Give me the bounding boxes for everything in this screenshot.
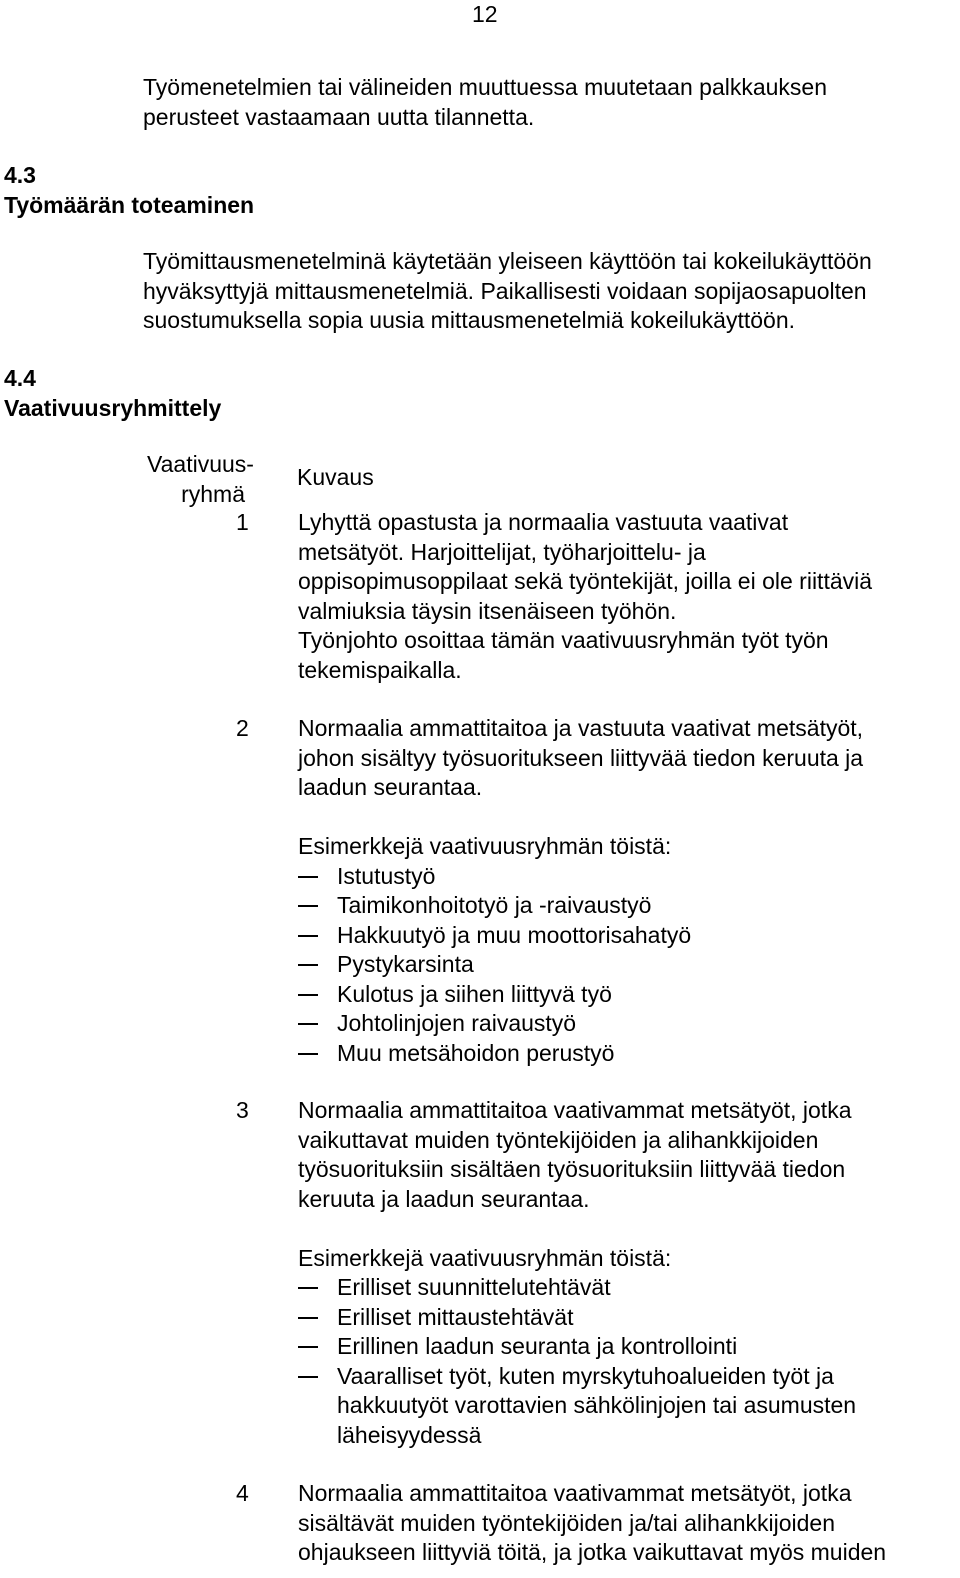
description-line: vaikuttavat muiden työntekijöiden ja alihankkijoiden (298, 1126, 819, 1153)
description-line: keruuta ja laadun seurantaa. (298, 1185, 590, 1212)
dash-bullet-icon (298, 935, 318, 937)
section-heading-4-4 (4, 364, 221, 423)
example-item: Erilliset mittaustehtävät (298, 1303, 856, 1333)
section-title: Vaativuusryhmittely (4, 394, 222, 421)
dash-bullet-icon (298, 1346, 318, 1348)
section-heading-4-3 (4, 161, 254, 220)
examples-title: Esimerkkejä vaativuusryhmän töistä: (298, 1244, 672, 1271)
group-description (298, 1096, 856, 1450)
intro-paragraph (143, 73, 955, 132)
description-line: metsätyöt. Harjoittelijat, työharjoittelu- ja (298, 538, 706, 565)
example-item: Muu metsähoidon perustyö (298, 1039, 863, 1069)
description-line: oppisopimusoppilaat sekä työntekijät, joilla ei ole riittäviä (298, 568, 873, 594)
example-item: Kulotus ja siihen liittyvä työ (298, 980, 863, 1010)
example-item: Taimikonhoitotyö ja -raivaustyö (298, 891, 863, 921)
paragraph-line: hyväksyttyjä mittausmenetelmiä. Paikallisesti voidaan sopijaosapuolten (143, 277, 867, 304)
intro-line: Työmenetelmien tai välineiden muuttuessa muutetaan palkkauksen (143, 74, 828, 100)
dash-bullet-icon (298, 994, 318, 996)
description-line: laadun seurantaa. (298, 774, 483, 800)
example-item: Pystykarsinta (298, 950, 863, 980)
group-number: 3 (236, 1097, 249, 1123)
group-number: 1 (236, 509, 249, 535)
paragraph-line: Työmittausmenetelminä käytetään yleiseen käyttöön tai kokeilukäyttöön (143, 248, 872, 274)
dash-bullet-icon (298, 1023, 318, 1025)
dash-bullet-icon (298, 964, 318, 966)
paragraph-line: suostumuksella sopia uusia mittausmenetelmiä kokeilukäyttöön. (143, 307, 795, 333)
example-item: Istutustyö (298, 862, 863, 892)
section-number: 4.3 (4, 162, 36, 188)
description-line: sisältävät muiden työntekijöiden ja/tai alihankkijoiden (298, 1509, 835, 1536)
group-description (298, 508, 872, 685)
description-line: tekemispaikalla. (298, 656, 462, 683)
column-header-group-line: ryhmä (181, 480, 245, 507)
group-number: 2 (236, 715, 249, 741)
page-number: 12 (472, 1, 498, 27)
dash-bullet-icon (298, 1287, 318, 1289)
description-line: Lyhyttä opastusta ja normaalia vastuuta vaativat (298, 509, 789, 535)
section-title: Työmäärän toteaminen (4, 191, 255, 218)
dash-bullet-icon (298, 876, 318, 878)
example-item: Erillinen laadun seuranta ja kontrollointi (298, 1332, 856, 1362)
description-line: Työnjohto osoittaa tämän vaativuusryhmän työt työn (298, 627, 829, 653)
group-description (298, 714, 863, 1068)
description-line: valmiuksia täysin itsenäiseen työhön. (298, 597, 677, 624)
description-line: työsuorituksiin sisältäen työsuorituksiin liittyvää tiedon (298, 1156, 846, 1182)
section-4-3-paragraph (143, 247, 955, 336)
group-number: 4 (236, 1480, 249, 1506)
dash-bullet-icon (298, 1053, 318, 1055)
examples-title: Esimerkkejä vaativuusryhmän töistä: (298, 833, 672, 859)
description-line: ohjaukseen liittyviä töitä, ja jotka vaikuttavat myös muiden (298, 1539, 887, 1565)
description-line: Normaalia ammattitaitoa ja vastuuta vaativat metsätyöt, (298, 715, 864, 741)
column-header-group-line: Vaativuus- (147, 451, 254, 477)
description-line: johon sisältyy työsuoritukseen liittyvää tiedon keruuta ja (298, 744, 864, 771)
column-header-group (147, 450, 254, 509)
example-item: Hakkuutyö ja muu moottorisahatyö (298, 921, 863, 951)
section-number: 4.4 (4, 365, 36, 391)
intro-line: perusteet vastaamaan uutta tilannetta. (143, 103, 535, 130)
dash-bullet-icon (298, 905, 318, 907)
example-item: Erilliset suunnittelutehtävät (298, 1273, 856, 1303)
column-header-description: Kuvaus (297, 464, 374, 490)
example-item: Vaaralliset työt, kuten myrskytuhoalueiden työt ja hakkuutyöt varottavien sähkölinjojen tai asumusten läheisyydessä (298, 1362, 856, 1451)
group-description (298, 1479, 886, 1568)
example-item: Johtolinjojen raivaustyö (298, 1009, 863, 1039)
description-line: Normaalia ammattitaitoa vaativammat metsätyöt, jotka (298, 1097, 852, 1123)
dash-bullet-icon (298, 1376, 318, 1378)
description-line: Normaalia ammattitaitoa vaativammat metsätyöt, jotka (298, 1480, 852, 1506)
dash-bullet-icon (298, 1317, 318, 1319)
